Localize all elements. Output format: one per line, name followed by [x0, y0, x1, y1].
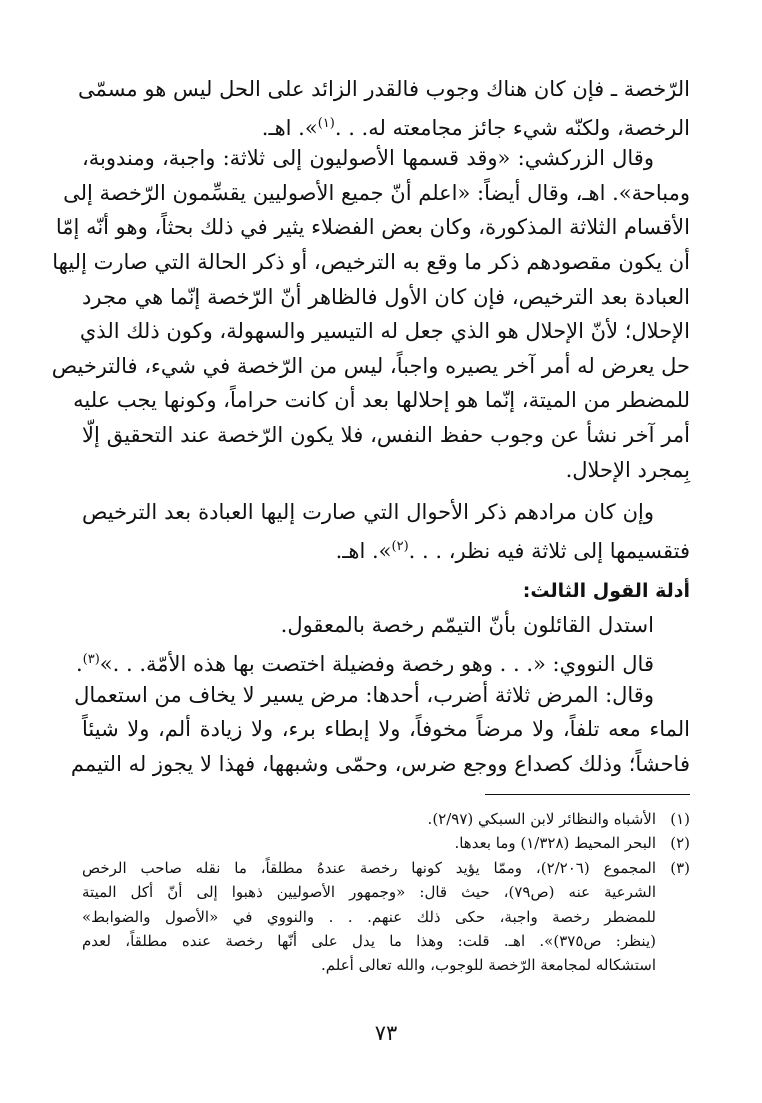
- text-line: [82, 107, 690, 142]
- footnote-line: الشرعية عنه (ص٧٩)، حيث قال: «وجمهور الأصوليين ذهبوا إلى أنّ أكل الميتة: [82, 883, 656, 902]
- text-line-content: قال النووي: «. . . وهو رخصة وفضيلة اختصت بها هذه الأمّة. . .»: [99, 651, 654, 676]
- footnote-number: (٣): [670, 858, 690, 877]
- footnote-line: البحر المحيط (١/٣٢٨) وما بعدها.: [454, 834, 656, 853]
- footnotes: [82, 807, 690, 978]
- footnote-text: [82, 807, 656, 831]
- footnote-number: (٢): [670, 834, 690, 853]
- footnote-line: المجموع (٢/٢٠٦)، وممّا يؤيد كونها رخصة عندهُ مطلقاً، ما نقله صاحب الرخص: [82, 858, 656, 877]
- footnote-item: [82, 856, 690, 978]
- footnote-text: [82, 856, 656, 978]
- footnote-line: للمضطر رخصة واجبة، حكى ذلك عنهم. . . والنووي في «الأصول والضوابط»: [82, 907, 656, 926]
- text-line: [82, 530, 690, 565]
- text-line-content: فتقسيمها إلى ثلاثة فيه نظر، . . .: [408, 538, 690, 563]
- section-heading: أدلة القول الثالث:: [522, 580, 690, 603]
- text-line-end: ». اهـ.: [335, 538, 392, 563]
- footnote-item: [82, 831, 690, 855]
- text-line: وقال: المرض ثلاثة أضرب، أحدها: مرض يسير لا يخاف من استعمال: [74, 682, 654, 707]
- text-line: بِمجرد الإحلال.: [565, 457, 690, 482]
- text-line: الماء معه تلفاً، ولا مرضاً مخوفاً، ولا إبطاء برء، ولا زيادة ألم، ولا شيئاً: [82, 717, 690, 742]
- book-page: [51, 72, 690, 1073]
- text-line-end: ». اهـ.: [261, 115, 318, 140]
- footnote-line: الأشباه والنظائر لابن السبكي (٢/٩٧).: [427, 810, 656, 828]
- text-line: استدل القائلون بأنّ التيمّم رخصة بالمعقول.: [280, 613, 654, 638]
- footnote-ref: (٢): [391, 538, 409, 554]
- footnote-item: [82, 807, 690, 831]
- text-line: وإن كان مرادهم ذكر الأحوال التي صارت إليها العبادة بعد الترخيص: [82, 500, 654, 525]
- text-line: فاحشاً؛ وذلك كصداع ووجع ضرس، وحمّى وشبهها، فهذا لا يجوز له التيمم: [70, 751, 690, 776]
- page-number: ٧٣: [374, 1021, 398, 1045]
- text-line: حل يعرض له أمر آخر يصيره واجباً، ليس من الرّخصة في شيء، فالترخيص: [51, 353, 690, 378]
- text-line: للمضطر من الميتة، إنّما هو إحلالها بعد أن كانت حراماً، وكونها يجب عليه: [73, 388, 690, 413]
- text-line: العبادة بعد الترخيص، فإن كان الأول فالظاهر أنّ الرّخصة إنّما هي مجرد: [82, 284, 690, 309]
- text-line: وقال الزركشي: «وقد قسمها الأصوليون إلى ثلاثة: واجبة، ومندوبة،: [82, 146, 654, 171]
- text-line-content: الرخصة، ولكنّه شيء جائز مجامعته له. . .: [334, 115, 690, 140]
- text-line: الإحلال؛ لأنّ الإحلال هو الذي جعل له التيسير والسهولة، وكون ذلك الذي: [79, 319, 690, 344]
- footnote-ref: (٣): [82, 651, 100, 667]
- main-text: [51, 72, 690, 781]
- text-line: الأقسام الثلاثة المذكورة، وكان بعض الفضلاء يثير في ذلك بحثاً، وهو أنّه إمّا: [55, 215, 690, 240]
- footnote-number: (١): [670, 810, 690, 828]
- text-line: [75, 643, 690, 678]
- footnote-divider: [485, 794, 690, 795]
- text-line-end: .: [75, 651, 83, 676]
- footnote-line: استشكاله لمجامعة الرّخصة للوجوب، والله تعالى أعلم.: [320, 956, 656, 975]
- text-line: أمر آخر نشأ عن وجوب حفظ النفس، فلا يكون الرّخصة عند التحقيق إلّا: [82, 422, 690, 447]
- footnote-ref: (١): [317, 115, 335, 131]
- text-line: الرّخصة ـ فإن كان هناك وجوب فالقدر الزائد على الحل ليس هو مسمّى: [78, 77, 690, 101]
- footnote-text: [82, 831, 656, 855]
- text-line: ومباحة». اهـ، وقال أيضاً: «اعلم أنّ جميع الأصوليين يقسِّمون الرّخصة إلى: [63, 180, 690, 205]
- text-line: أن يكون مقصودهم ذكر ما وقع به الترخيص، أو ذكر الحالة التي صارت إليها: [52, 249, 690, 274]
- footnote-line: (ينظر: ص٣٧٥)». اهـ. قلت: وهذا ما يدل على أنّها رخصة عنده مطلقاً، لعدم: [82, 932, 656, 951]
